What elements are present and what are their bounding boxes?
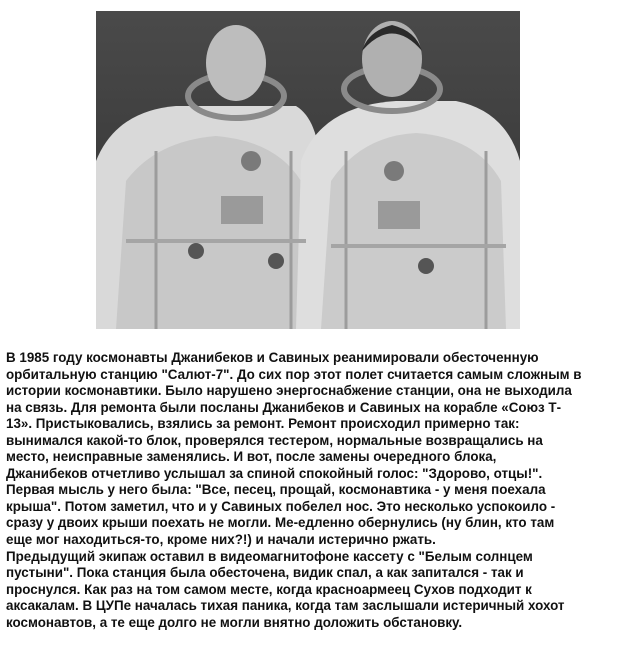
story-line: проснулся. Как раз на том самом месте, когда красноармеец Сухов подходит к — [6, 581, 532, 597]
story-line: на связь. Для ремонта были посланы Джанибеков и Савиных на корабле «Союз Т- — [6, 399, 562, 415]
story-line: истории космонавтики. Было нарушено энергоснабжение станции, она не выходила — [6, 383, 572, 399]
cosmonauts-photo — [96, 11, 520, 329]
story-line: Предыдущий экипаж оставил в видеомагнитофоне кассету с "Белым солнцем — [6, 548, 533, 564]
story-line: орбитальную станцию "Салют-7". До сих пор этот полет считается самым сложным в — [6, 366, 582, 382]
story-line: крыша". Потом заметил, что и у Савиных побелел нос. Это несколько успокоило - — [6, 498, 556, 514]
story-line: Джанибеков отчетливо услышал за спиной спокойный голос: "Здорово, отцы!". — [6, 465, 543, 481]
story-line: Первая мысль у него была: "Все, песец, прощай, космонавтика - у меня поехала — [6, 482, 546, 498]
story-line: место, неисправные заменялись. И вот, после замены очередного блока, — [6, 449, 497, 465]
cosmonauts-photo-illustration — [96, 11, 520, 329]
story-line: В 1985 году космонавты Джанибеков и Савиных реанимировали обесточенную — [6, 350, 539, 365]
story-line: пустыни". Пока станция была обесточена, видик спал, а как запитался - так и — [6, 565, 524, 581]
story-line: еще мог находиться-то, кроме них?!) и начали истерично ржать. — [6, 532, 436, 548]
story-line: сразу у двоих крыши поехать не могли. Ме-едленно обернулись (ну блин, кто там — [6, 515, 555, 531]
story-line: аксакалам. В ЦУПе началась тихая паника, когда там заслышали истеричный хохот — [6, 598, 565, 614]
story-text — [6, 350, 632, 631]
story-line: 13». Пристыковались, взялись за ремонт. Ремонт происходил примерно так: — [6, 416, 520, 432]
story-line: вынимался какой-то блок, проверялся тестером, нормальные возвращались на — [6, 432, 543, 448]
story-line: космонавтов, а те еще долго не могли внятно доложить обстановку. — [6, 614, 463, 630]
